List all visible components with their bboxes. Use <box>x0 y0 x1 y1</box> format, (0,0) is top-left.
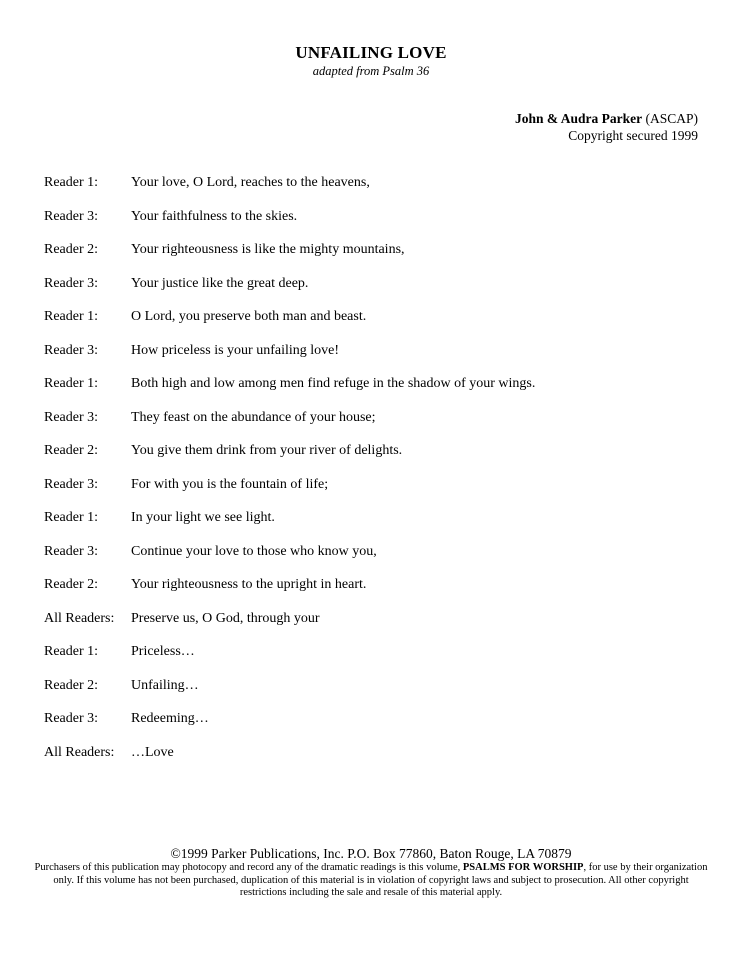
reading-line <box>44 610 704 644</box>
reading-line <box>44 442 704 476</box>
reader-label: Reader 3: <box>44 275 99 291</box>
reader-label: Reader 2: <box>44 443 99 458</box>
credits-authors: John & Audra Parker <box>514 111 643 126</box>
reading-text: Priceless… <box>131 644 195 659</box>
reading-text: Your justice like the great deep. <box>131 275 309 291</box>
reader-label: Reader 3: <box>44 711 99 726</box>
reading-line <box>44 375 704 409</box>
reading-text: In your light we see light. <box>131 510 275 525</box>
reader-label: Reader 3: <box>44 476 99 492</box>
reader-label: Reader 3: <box>44 342 99 358</box>
reading-line <box>44 710 704 744</box>
reading-text: Your love, O Lord, reaches to the heavens, <box>131 175 370 190</box>
reader-label: Reader 1: <box>44 175 99 190</box>
reading-text: How priceless is your unfailing love! <box>131 342 340 358</box>
credits-copyright: Copyright secured 1999 <box>568 128 698 143</box>
reader-label: Reader 2: <box>44 242 99 257</box>
reading-lines <box>44 174 704 777</box>
reading-line <box>44 643 704 677</box>
footer-notice-before: Purchasers of this publication may photocopy and record any of the dramatic readings is this volume, <box>34 862 463 873</box>
reading-line <box>44 744 704 778</box>
reading-line <box>44 241 704 275</box>
reading-line <box>44 543 704 577</box>
footer-copyright: ©1999 Parker Publications, Inc. P.O. Box 77860, Baton Rouge, LA 70879 <box>170 846 572 861</box>
reading-text: For with you is the fountain of life; <box>131 476 329 492</box>
credits-block <box>515 110 698 144</box>
reading-text: Preserve us, O God, through your <box>131 610 320 626</box>
reader-label: Reader 2: <box>44 577 99 592</box>
reader-label: Reader 1: <box>44 510 99 525</box>
credits-society: (ASCAP) <box>645 111 698 126</box>
reading-line <box>44 509 704 543</box>
reading-text: Both high and low among men find refuge in the shadow of your wings. <box>131 376 536 391</box>
reading-line <box>44 476 704 510</box>
reading-line <box>44 275 704 309</box>
credits-author-line <box>515 110 698 127</box>
reader-label: Reader 3: <box>44 543 99 559</box>
reader-label: Reader 1: <box>44 309 99 324</box>
footer-notice-volume-title: PSALMS FOR WORSHIP <box>462 862 584 873</box>
reading-line <box>44 208 704 242</box>
reader-label: Reader 1: <box>44 376 99 391</box>
footer-notice <box>30 862 712 900</box>
reading-line <box>44 342 704 376</box>
reading-text: You give them drink from your river of delights. <box>131 443 403 458</box>
reading-text: Your faithfulness to the skies. <box>131 208 298 224</box>
reading-text: They feast on the abundance of your house; <box>131 409 376 425</box>
reading-line <box>44 409 704 443</box>
reading-text: O Lord, you preserve both man and beast. <box>131 309 367 324</box>
reading-text: Your righteousness to the upright in heart. <box>131 577 367 592</box>
page-subtitle: adapted from Psalm 36 <box>312 64 430 78</box>
reading-text: …Love <box>131 744 174 760</box>
reading-text: Continue your love to those who know you, <box>131 543 377 559</box>
reading-text: Unfailing… <box>131 677 199 693</box>
reading-line <box>44 677 704 711</box>
reading-line <box>44 174 704 208</box>
reading-line <box>44 576 704 610</box>
reading-text: Your righteousness is like the mighty mountains, <box>131 242 405 257</box>
reader-label: Reader 3: <box>44 208 99 224</box>
reader-label: Reader 3: <box>44 409 99 425</box>
reader-label: Reader 2: <box>44 677 99 693</box>
footer-notice-after: , for use by their organization only. If this volume has not been purchased, duplication of this material is in violation of copyright laws and subject to prosecution. All other copyright restrictions including the sale and resale of this material apply. <box>53 862 708 898</box>
reading-line <box>44 308 704 342</box>
footer <box>30 845 712 900</box>
reader-label: All Readers: <box>44 744 115 760</box>
reading-text: Redeeming… <box>131 711 209 726</box>
page-title: UNFAILING LOVE <box>295 43 447 62</box>
reader-label: All Readers: <box>44 610 115 626</box>
reader-label: Reader 1: <box>44 644 99 659</box>
